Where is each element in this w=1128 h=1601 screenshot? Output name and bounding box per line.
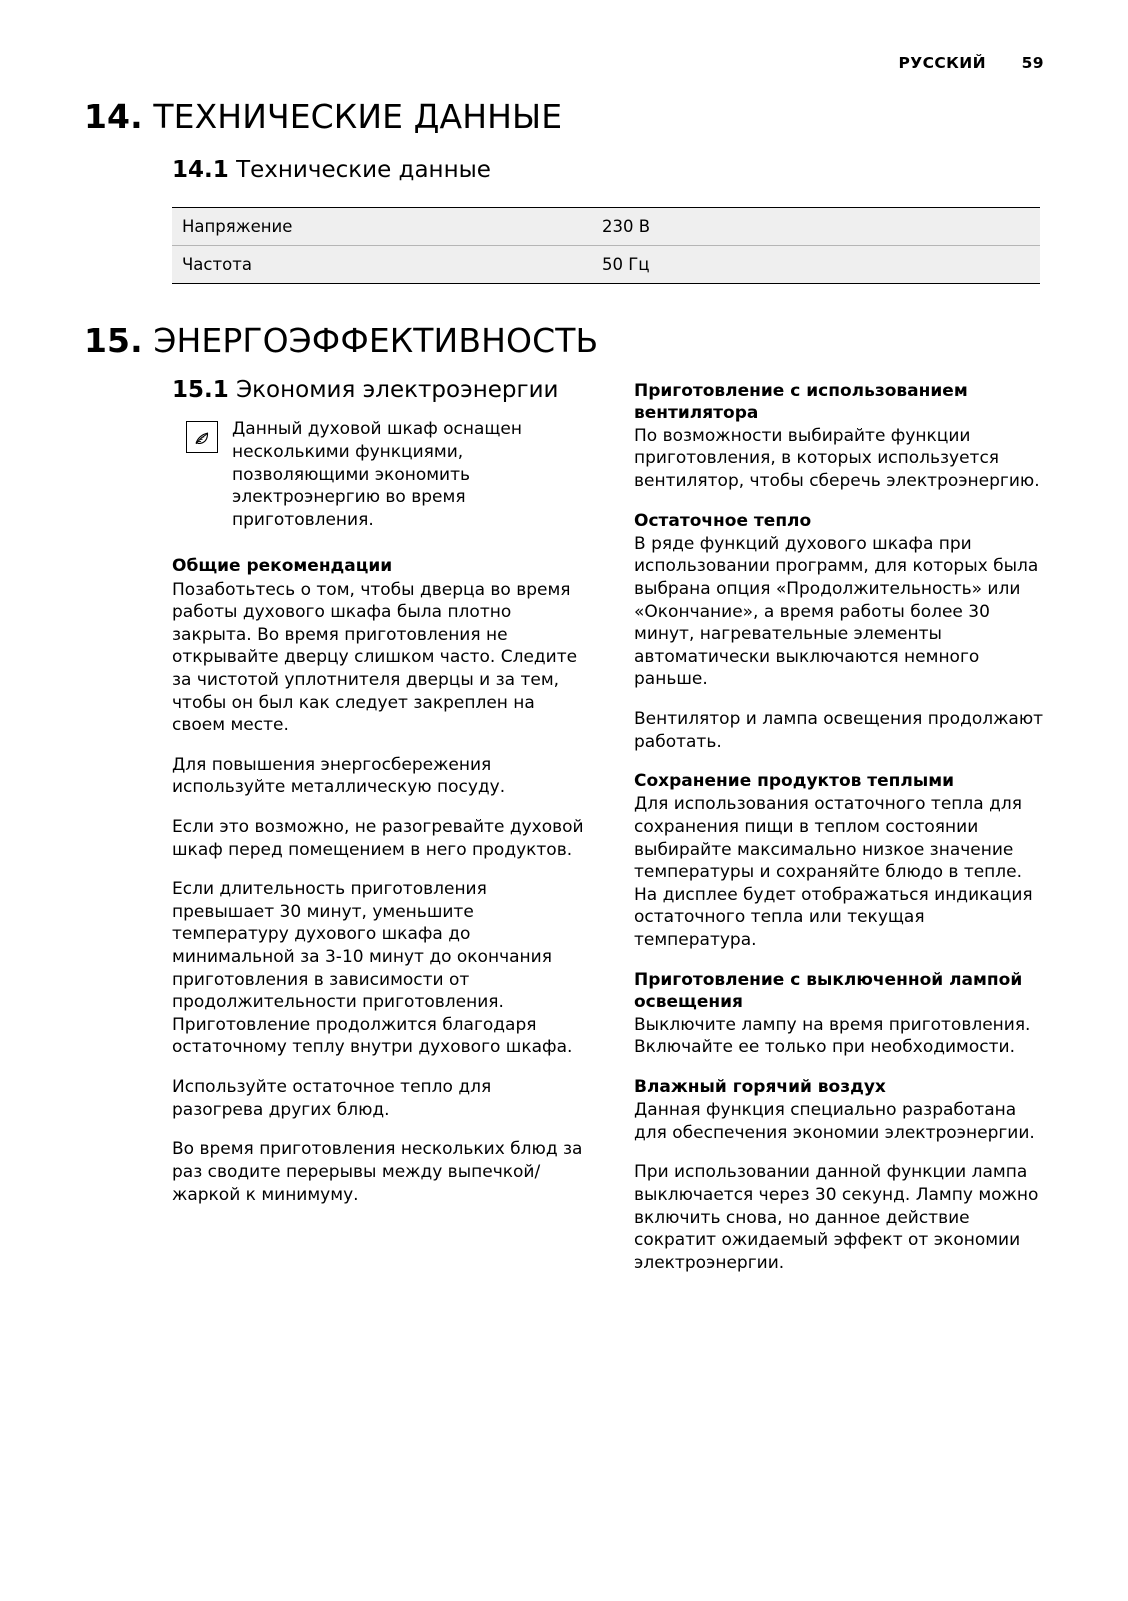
paragraph: Для использования остаточного тепла для сохранения пищи в теплом состоянии выбирайте максимально низкое значение температуры и сохраняйте блюдо в тепле. На дисплее будет отображаться индикация остаточного тепла или текущая температура. xyxy=(634,794,1033,950)
table-cell-value: 50 Гц xyxy=(602,245,1040,283)
heading-keep-food-warm: Сохранение продуктов теплыми xyxy=(634,771,955,792)
paragraph: Если это возможно, не разогревайте духовой шкаф перед помещением в него продуктов. xyxy=(172,817,584,860)
paragraph: Выключите лампу на время приготовления. Включайте ее только при необходимости. xyxy=(634,1014,1031,1058)
paragraph: Вентилятор и лампа освещения продолжают работать. xyxy=(634,709,1044,752)
paragraph: По возможности выбирайте функции приготовления, в которых используется вентилятор, чтобы сберечь электроэнергию. xyxy=(634,425,1040,492)
subsection-14-1-title: Технические данные xyxy=(236,156,491,183)
paragraph: В ряде функций духового шкафа при использовании программ, для которых была выбрана опция «Продолжительность» или «Окончание», а время работы более 30 минут, нагревательные элементы автоматически выключаются немного раньше. xyxy=(634,533,1039,690)
paragraph: Позаботьтесь о том, чтобы дверца во время работы духового шкафа была плотно закрыта. Во время приготовления не открывайте дверцу слишком часто. Следите за чистотой уплотнителя дверцы и за тем, чтобы он был как следует закреплен на своем месте. xyxy=(172,579,578,736)
subsection-14-1-number: 14.1 xyxy=(172,156,229,183)
table-row xyxy=(172,245,1040,283)
section-14-heading xyxy=(84,98,1044,136)
section-14-number: 14. xyxy=(84,97,143,136)
table-cell-label: Частота xyxy=(172,245,602,283)
technical-data-table xyxy=(172,207,1040,284)
section-14-title: ТЕХНИЧЕСКИЕ ДАННЫЕ xyxy=(153,97,563,136)
section-15-heading xyxy=(84,322,1044,360)
right-column xyxy=(634,376,1048,1292)
subsection-15-1-title: Экономия электроэнергии xyxy=(236,376,559,403)
subsection-14-1-heading xyxy=(172,156,1044,185)
heading-residual-heat: Остаточное тепло xyxy=(634,510,812,531)
left-column xyxy=(172,376,586,1292)
paragraph: Для повышения энергосбережения используйте металлическую посуду. xyxy=(172,754,506,798)
paragraph: Если длительность приготовления превышает 30 минут, уменьшите температуру духового шкафа до минимальной за 3-10 минут до окончания приготовления в зависимости от продолжительности приготовления. Приготовление продолжится благодаря остаточному теплу внутри духового шкафа. xyxy=(172,879,573,1058)
heading-general-recommendations: Общие рекомендации xyxy=(172,556,393,577)
subsection-15-1-number: 15.1 xyxy=(172,376,229,403)
page-number: 59 xyxy=(1021,54,1044,72)
paragraph: Используйте остаточное тепло для разогрева других блюд. xyxy=(172,1077,492,1120)
table-cell-label: Напряжение xyxy=(172,207,602,245)
header-language: РУССКИЙ xyxy=(898,54,986,72)
paragraph: При использовании данной функции лампа выключается через 30 секунд. Лампу можно включить снова, но данное действие сократит ожидаемый эффект от экономии электроэнергии. xyxy=(634,1162,1039,1273)
table-row xyxy=(172,207,1040,245)
eco-note xyxy=(186,418,586,531)
table-cell-value: 230 В xyxy=(602,207,1040,245)
page-header xyxy=(84,54,1044,72)
eco-note-text: Данный духовой шкаф оснащен несколькими функциями, позволяющими экономить электроэнергию во время приготовления. xyxy=(232,419,522,530)
heading-fan-cooking: Приготовление с использованием вентилятора xyxy=(634,380,968,423)
paragraph: Во время приготовления нескольких блюд за раз сводите перерывы между выпечкой/жаркой к минимуму. xyxy=(172,1139,583,1205)
leaf-icon xyxy=(186,421,218,453)
body-columns xyxy=(172,376,1048,1292)
section-15-title: ЭНЕРГОЭФФЕКТИВНОСТЬ xyxy=(153,320,599,360)
heading-moist-fan-baking: Влажный горячий воздух xyxy=(634,1076,886,1097)
subsection-15-1-heading xyxy=(172,376,586,405)
heading-cooking-with-lamp-off: Приготовление с выключенной лампой освещения xyxy=(634,969,1023,1012)
section-15-number: 15. xyxy=(84,320,143,360)
paragraph: Данная функция специально разработана для обеспечения экономии электроэнергии. xyxy=(634,1100,1035,1143)
